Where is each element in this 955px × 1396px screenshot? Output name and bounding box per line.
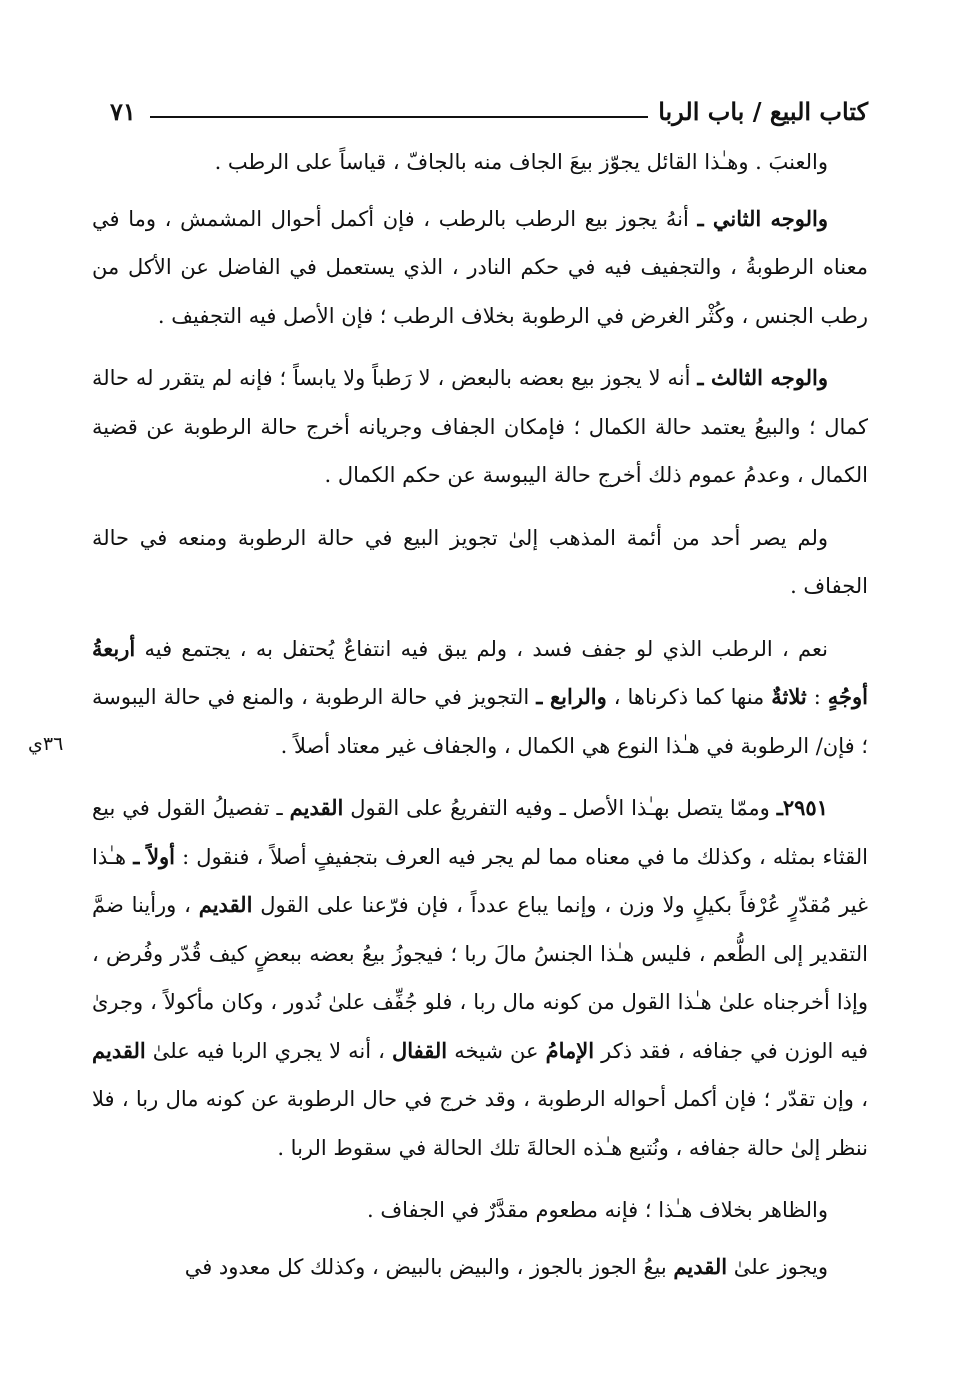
bold-term: القديم bbox=[92, 1037, 146, 1063]
running-title: كتاب البيع / باب الربا bbox=[658, 97, 868, 126]
margin-note: ٣٦ي bbox=[28, 733, 64, 755]
text-run: ، أنه لا يجري الربا فيه علىٰ bbox=[145, 1038, 392, 1063]
page-number: ٧١ bbox=[110, 97, 136, 126]
text-run: أنه لا يجوز بيع بعضه بالبعض ، لا رَطباً ولا يابساً ؛ فإنه لم يتقرر له حالة كمال ؛ والبيعُ يعتمد حالة الكمال ؛ فإمكان الجفاف وجريانه أخرج حالة الرطوبة عن قضية الكمال ، وعدمُ عموم ذلك أخرج حالة اليبوسة عن حكم الكمال . bbox=[92, 366, 868, 487]
paragraph bbox=[92, 1186, 868, 1235]
paragraph bbox=[92, 1243, 868, 1292]
bold-term: القديم bbox=[198, 892, 253, 917]
text-run: نعم ، الرطب الذي لو جفف فسد ، ولم يبق فيه انتفاعٌ يُحتفل به ، يجتمع فيه bbox=[135, 636, 828, 661]
paragraph bbox=[92, 195, 868, 341]
paragraph bbox=[92, 625, 868, 771]
text-run: منها كما ذكرناها ، bbox=[606, 685, 772, 709]
bold-term: القديم bbox=[673, 1253, 728, 1279]
text-run: ، وإن تقدّر ؛ فإن أكمل أحواله الرطوبة ، وقد خرج في حال الرطوبة عن كونه مال ربا ، فلا ننظر إلىٰ حالة جفافه ، ونُتبع هـٰذه الحالةَ تلك الحالة في سقوط الربا . bbox=[92, 1087, 868, 1160]
text-run: ، ورأينا ضمَّ التقدير إلى الطُّعم ، فليس هـٰذا الجنسُ مالَ ربا ؛ فيجوزُ بيعُ بعضه ببعضٍ كيف قُدّر وفُرض ، وإذا أخرجناه علىٰ هـٰذا القول من كونه مال ربا ، فلو جُفِّف علىٰ نُدور ، وكان مأكولاً ، وجرىٰ فيه الوزن في جفافه ، فقد ذكر bbox=[92, 893, 869, 1063]
text-run: أنهُ يجوز بيع الرطب بالرطب ، فإن أكمل أحوال المشمش ، وما في معناه الرطوبةُ ، والتجفيف فيه في حكم النادر ، الذي يستعمل في الفاضل عن الأكل من رطب الجنس ، وكُثْر الغرض في الرطوبة بخلاف الرطب ؛ فإن الأصل فيه التجفيف . bbox=[92, 206, 868, 328]
header-rule bbox=[150, 116, 648, 118]
bold-term: والوجه الثالث ـ bbox=[697, 365, 828, 390]
text-run: والعنبَ . وهـٰذا القائل يجوّز بيعَ الجاف منه بالجافّ ، قياساً على الرطب . bbox=[214, 150, 828, 174]
text-run: ـ تفصيلُ القول في بيع القثاء بمثله ، وكذلك ما في معناه مما لم يجر فيه العرف بتجفيفٍ أصلاً ، فنقول : bbox=[92, 796, 869, 869]
page-header bbox=[110, 86, 868, 126]
bold-term: القديم bbox=[289, 795, 344, 820]
text-run: ويجوز علىٰ bbox=[727, 1254, 828, 1279]
text-run: وممّا يتصل بهـٰذا الأصل ـ وفيه التفريعُ على القول bbox=[343, 796, 777, 820]
paragraph bbox=[92, 784, 868, 1172]
bold-term: ٢٩٥١ـ bbox=[776, 795, 828, 820]
bold-term: ثلاثةٌ bbox=[771, 684, 807, 709]
text-run: : bbox=[806, 685, 828, 709]
bold-term: والوجه الثاني ـ bbox=[697, 205, 828, 231]
body-text bbox=[92, 138, 868, 1305]
text-run: والظاهر بخلاف هـٰذا ؛ فإنه مطعوم مقدَّرٌ في الجفاف . bbox=[366, 1198, 828, 1222]
bold-term: القفال bbox=[392, 1037, 448, 1063]
bold-term: والرابع ـ bbox=[536, 684, 607, 709]
bold-term: أولاً ـ bbox=[133, 843, 176, 869]
bold-term: الإمامُ bbox=[545, 1037, 595, 1063]
paragraph bbox=[92, 514, 868, 611]
text-run: عن شيخه bbox=[447, 1038, 546, 1063]
paragraph bbox=[92, 138, 868, 187]
text-run: هـٰذا غير مُقدّرٍ عُرْفاً بكيلٍ ولا وزن ، وإنما يباع عدداً ، فإن فرّعنا على القول bbox=[92, 844, 869, 917]
text-run: بيعُ الجوز بالجوز ، والبيض بالبيض ، وكذلك كل معدود في bbox=[184, 1254, 674, 1279]
text-run: التجويز في حالة الرطوبة ، والمنع في حالة اليبوسة ؛ فإن/ الرطوبة في هـٰذا النوع هي الكمال ، والجفاف غير معتاد أصلاً . bbox=[92, 685, 868, 758]
text-run: ولم يصر أحد من أئمة المذهب إلىٰ تجويز البيع في حالة الرطوبة ومنعه في حالة الجفاف . bbox=[92, 525, 868, 598]
paragraph bbox=[92, 354, 868, 500]
bold-term: أربعةُ أوجُهٍ bbox=[92, 635, 868, 709]
